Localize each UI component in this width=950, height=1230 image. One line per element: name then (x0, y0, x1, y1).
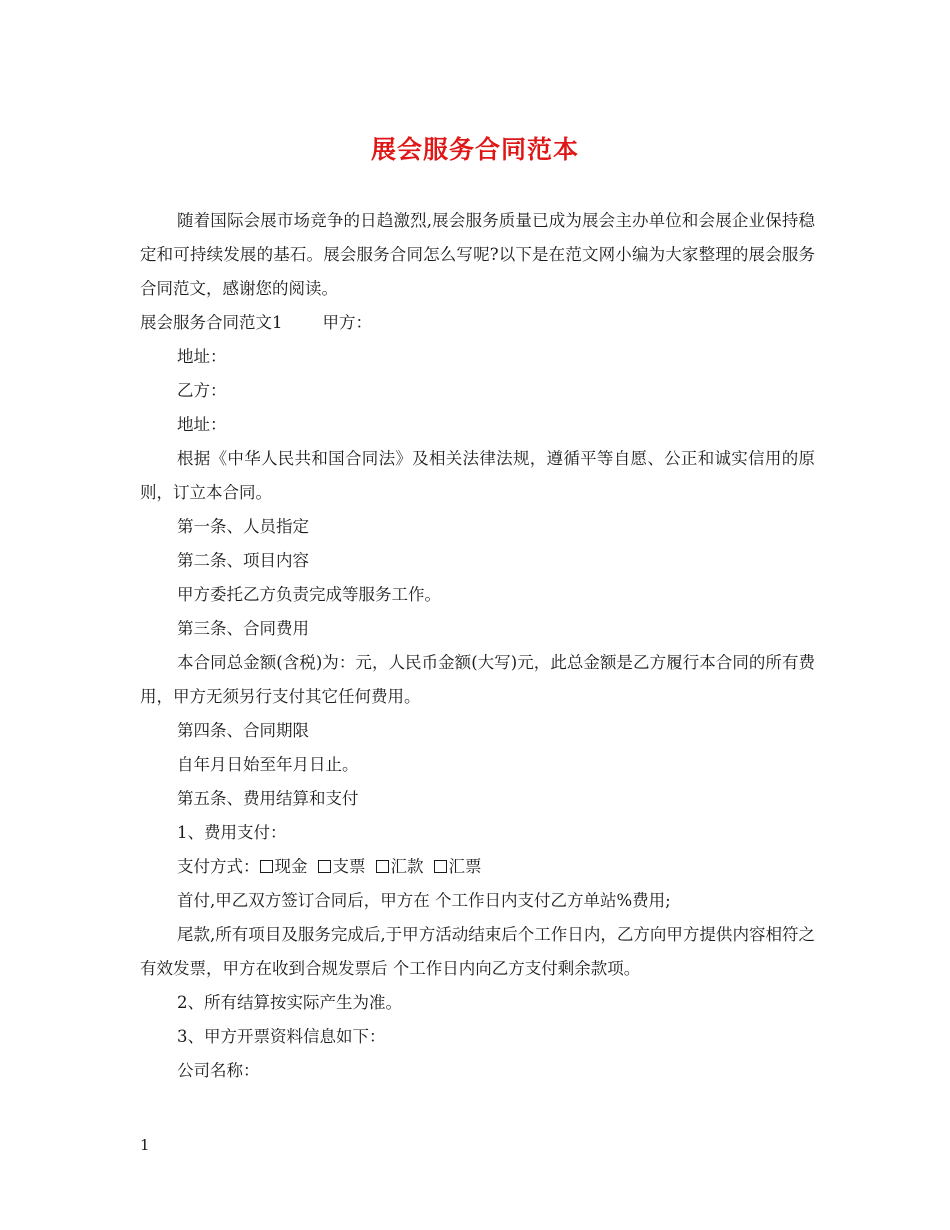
party-b-label: 乙方： (177, 381, 227, 400)
payment-option-check[interactable] (318, 857, 366, 876)
payment-method-line (140, 850, 815, 884)
payment-method-label: 支付方式： (177, 857, 260, 876)
payment-option-label: 汇款 (390, 857, 424, 876)
checkbox-icon (434, 860, 447, 873)
payment-option-label: 现金 (274, 857, 308, 876)
payment-option-cash[interactable] (260, 857, 308, 876)
first-payment-text: 首付,甲乙双方签订合同后，甲方在 个工作日内支付乙方单站%费用; (177, 891, 671, 910)
checkbox-icon (376, 860, 389, 873)
party-a-label: 甲方： (322, 313, 372, 332)
article-2-heading: 第二条、项目内容 (177, 551, 309, 570)
basis-paragraph: 根据《中华人民共和国合同法》及相关法律法规，遵循平等自愿、公正和诚实信用的原则，订立本合同。 (140, 449, 815, 502)
sample-heading: 展会服务合同范文1 (140, 313, 283, 332)
article-1-heading: 第一条、人员指定 (177, 517, 309, 536)
payment-option-draft[interactable] (434, 857, 482, 876)
company-name-label: 公司名称： (177, 1061, 260, 1080)
invoice-info-heading: 3、甲方开票资料信息如下： (177, 1027, 386, 1046)
article-4-text: 自年月日始至年月日止。 (177, 755, 359, 774)
checkbox-icon (318, 860, 331, 873)
article-3-text: 本合同总金额(含税)为：元，人民币金额(大写)元，此总金额是乙方履行本合同的所有费用，甲方无须另行支付其它任何费用。 (140, 653, 815, 706)
document-title: 展会服务合同范本 (370, 135, 579, 164)
payment-option-remittance[interactable] (376, 857, 424, 876)
intro-paragraph: 随着国际会展市场竞争的日趋激烈,展会服务质量已成为展会主办单位和会展企业保持稳定和可持续发展的基石。展会服务合同怎么写呢?以下是在范文网小编为大家整理的展会服务合同范文，感谢您的阅读。 (140, 211, 815, 298)
page-number: 1 (140, 1136, 150, 1154)
sample-heading-line (140, 306, 815, 340)
settlement-text: 2、所有结算按实际产生为准。 (177, 993, 402, 1012)
payment-option-label: 支票 (332, 857, 366, 876)
article-4-heading: 第四条、合同期限 (177, 721, 309, 740)
final-payment-text: 尾款,所有项目及服务完成后,于甲方活动结束后个工作日内，乙方向甲方提供内容相符之有效发票，甲方在收到合规发票后 个工作日内向乙方支付剩余款项。 (140, 925, 815, 978)
address-b-label: 地址： (177, 415, 227, 434)
payment-option-label: 汇票 (448, 857, 482, 876)
article-5-heading: 第五条、费用结算和支付 (177, 789, 359, 808)
document-body (140, 204, 815, 1088)
payment-heading: 1、费用支付： (177, 823, 287, 842)
article-3-heading: 第三条、合同费用 (177, 619, 309, 638)
address-a-label: 地址： (177, 347, 227, 366)
checkbox-icon (260, 860, 273, 873)
article-2-text: 甲方委托乙方负责完成等服务工作。 (177, 585, 441, 604)
